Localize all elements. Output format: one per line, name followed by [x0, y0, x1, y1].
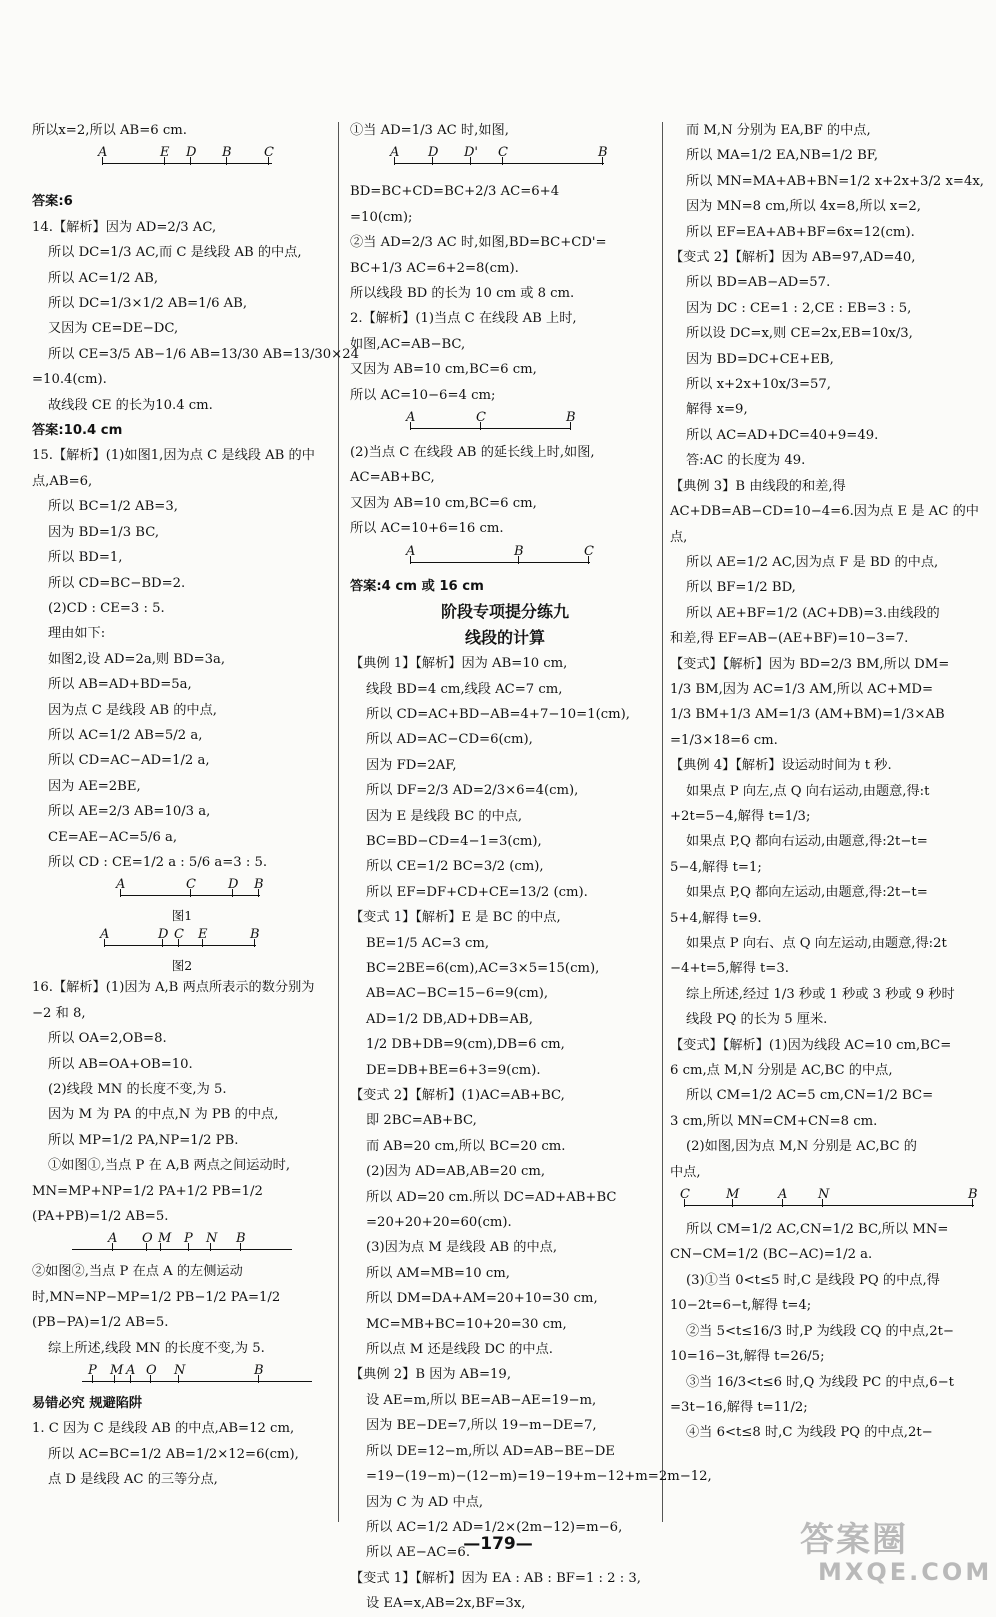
- text-line: ②当 5<t≤16/3 时,P 为线段 CQ 的中点,2t−: [686, 1323, 954, 1339]
- text-line: 所以点 M 还是线段 DC 的中点.: [366, 1342, 554, 1358]
- text-line: 综上所述,线段 MN 的长度不变,为 5.: [48, 1340, 265, 1356]
- text-line: 因为 BD=DC+CE+EB,: [686, 351, 834, 367]
- text-line: BC=BD−CD=4−1=3(cm),: [366, 833, 542, 849]
- text-line: 【变式 2】【解析】(1)AC=AB+BC,: [350, 1088, 565, 1103]
- text-line: AC=AB+BC,: [350, 470, 435, 486]
- text-line: BE=1/5 AC=3 cm,: [366, 935, 490, 951]
- point-label: M: [110, 1363, 124, 1379]
- point-label: A: [126, 1363, 136, 1379]
- text-line: 【典例 2】B 因为 AB=19,: [350, 1367, 512, 1383]
- text-line: 所以 CM=1/2 AC,CN=1/2 BC,所以 MN=: [686, 1222, 949, 1238]
- text-line: 所以 DM=DA+AM=20+10=30 cm,: [366, 1291, 598, 1307]
- text-line: =20+20+20=60(cm).: [366, 1215, 512, 1231]
- text-line: 点 D 是线段 AC 的三等分点,: [48, 1472, 218, 1488]
- text-line: 因为 BE−DE=7,所以 19−m−DE=7,: [366, 1418, 597, 1434]
- point-label: C: [264, 145, 274, 161]
- text-line: 所以 AB=AD+BD=5a,: [48, 677, 192, 693]
- text-line: 1/3 BM,因为 AC=1/3 AM,所以 AC+MD=: [670, 681, 934, 697]
- text-line: 【变式】【解析】因为 BD=2/3 BM,所以 DM=: [670, 656, 950, 672]
- point-label: A: [406, 543, 416, 559]
- section-title: 阶段专项提分练九: [440, 602, 569, 622]
- figure-1: [32, 875, 332, 907]
- text-line: 设 AE=m,所以 BE=AB−AE=19−m,: [366, 1392, 597, 1408]
- text-line: (2)如图,因为点 M,N 分别是 AC,BC 的: [686, 1139, 917, 1155]
- text-line: 因为 FD=2AF,: [366, 757, 457, 773]
- point-label: E: [160, 145, 170, 161]
- text-line: AB=AC−BC=15−6=9(cm),: [366, 986, 549, 1002]
- figure-e: [350, 408, 660, 440]
- text-line: 综上所述,经过 1/3 秒或 1 秒或 3 秒或 9 秒时: [686, 986, 955, 1002]
- text-line: 所以 AC=1/2 AD=1/2×(2m−12)=m−6,: [366, 1519, 623, 1535]
- text-line: BD=BC+CD=BC+2/3 AC=6+4: [350, 184, 560, 200]
- figure-2: [32, 925, 332, 957]
- point-label: B: [514, 543, 524, 559]
- point-label: M: [158, 1231, 172, 1247]
- text-line: 如果点 P 向左,点 Q 向右运动,由题意,得:t: [686, 783, 930, 799]
- point-label: C: [476, 410, 486, 426]
- text-line: 因为 DC : CE=1 : 2,CE : EB=3 : 5,: [686, 300, 912, 316]
- text-line: 所以 DC=1/3 AC,而 C 是线段 AB 的中点,: [48, 245, 302, 261]
- text-line: 【典例 1】【解析】因为 AB=10 cm,: [350, 656, 568, 672]
- text-line: 即 2BC=AB+BC,: [366, 1113, 477, 1129]
- point-label: B: [254, 877, 264, 893]
- text-line: ④当 6<t≤8 时,C 为线段 PQ 的中点,2t−: [686, 1425, 933, 1441]
- point-label: N: [206, 1231, 218, 1247]
- text-line: 而 AB=20 cm,所以 BC=20 cm.: [366, 1138, 566, 1154]
- point-label: A: [98, 145, 108, 161]
- text-line: 如图,AC=AB−BC,: [350, 336, 466, 352]
- text-line: 10−2t=6−t,解得 t=4;: [670, 1298, 812, 1314]
- text-line: 所以 OA=2,OB=8.: [48, 1031, 167, 1047]
- text-line: 故线段 CE 的长为10.4 cm.: [48, 397, 213, 413]
- text-line: 又因为 CE=DE−DC,: [48, 321, 179, 337]
- figure-circle-2: [32, 1361, 332, 1391]
- text-line: 所以 AE=1/2 AC,因为点 F 是 BD 的中点,: [686, 554, 939, 570]
- text-line: 所以x=2,所以 AB=6 cm.: [32, 123, 187, 138]
- point-label: O: [146, 1363, 157, 1379]
- text-line: 因为 E 是线段 BC 的中点,: [366, 808, 523, 824]
- text-line: 如果点 P,Q 都向左运动,由题意,得:2t−t=: [686, 885, 928, 901]
- text-line: (2)线段 MN 的长度不变,为 5.: [48, 1082, 227, 1097]
- point-label: D: [228, 877, 239, 893]
- text-line: ②当 AD=2/3 AC 时,如图,BD=BC+CD'=: [350, 235, 607, 251]
- point-label: B: [566, 410, 576, 426]
- text-line: =19−(19−m)−(12−m)=19−19+m−12+m=2m−12,: [366, 1469, 712, 1485]
- text-line: =10(cm);: [350, 209, 413, 225]
- figure-d: [350, 143, 660, 179]
- text-line: 所以 AE+BF=1/2 (AC+DB)=3.由线段的: [686, 605, 940, 621]
- text-line: 所以 DE=12−m,所以 AD=AB−BE−DE: [366, 1443, 615, 1459]
- text-line: (2)CD : CE=3 : 5.: [48, 600, 165, 616]
- text-line: (3)因为点 M 是线段 AB 的中点,: [366, 1240, 558, 1256]
- text-line: 5+4,解得 t=9.: [670, 910, 762, 926]
- point-label: N: [818, 1187, 830, 1203]
- text-line: 所以线段 BD 的长为 10 cm 或 8 cm.: [350, 286, 575, 302]
- text-line: MC=MB+BC=10+20=30 cm,: [366, 1316, 567, 1332]
- text-line: 所以 CD=AC+BD−AB=4+7−10=1(cm),: [366, 706, 630, 722]
- figure-f: [350, 542, 660, 574]
- point-label: D: [158, 927, 169, 943]
- column-1: [32, 118, 359, 1493]
- text-line: 1/2 DB+DB=9(cm),DB=6 cm,: [366, 1037, 565, 1053]
- point-label: C: [174, 927, 184, 943]
- text-line: ①当 AD=1/3 AC 时,如图,: [350, 123, 509, 138]
- text-line: 所以 CM=1/2 AC=5 cm,CN=1/2 BC=: [686, 1088, 934, 1104]
- text-line: 16.【解析】(1)因为 A,B 两点所表示的数分别为 −2 和 8,: [32, 980, 315, 1021]
- point-label: A: [116, 877, 126, 893]
- text-line: =10.4(cm).: [32, 372, 107, 388]
- text-line: 所以 EF=EA+AB+BF=6x=12(cm).: [686, 224, 915, 240]
- text-line: 5−4,解得 t=1;: [670, 859, 762, 875]
- text-line: 如图2,设 AD=2a,则 BD=3a,: [48, 651, 226, 667]
- text-line: 所以 AC=1/2 AB,: [48, 270, 159, 286]
- point-label: E: [198, 927, 208, 943]
- figure-circle-1: [32, 1229, 332, 1259]
- watermark-logo: 答案圈: [800, 1520, 908, 1560]
- text-line: 所以 DC=1/3×1/2 AB=1/6 AB,: [48, 296, 248, 312]
- text-line: 3 cm,所以 MN=CM+CN=8 cm.: [670, 1113, 878, 1129]
- text-line: +2t=5−4,解得 t=1/3;: [670, 808, 811, 824]
- text-line: 所以 CD=AC−AD=1/2 a,: [48, 753, 210, 769]
- text-line: 因为 BD=1/3 BC,: [48, 524, 160, 540]
- page-number: —179—: [463, 1534, 533, 1554]
- point-label: D: [428, 145, 439, 161]
- text-line: 和差,得 EF=AB−(AE+BF)=10−3=7.: [670, 631, 909, 647]
- point-label: B: [236, 1231, 246, 1247]
- text-line: 因为 C 为 AD 中点,: [366, 1494, 484, 1510]
- point-label: O: [142, 1231, 153, 1247]
- figure-caption: 图1: [171, 908, 193, 924]
- text-line: 所以 AE−AC=6.: [366, 1545, 471, 1561]
- text-line: 因为 MN=8 cm,所以 4x=8,所以 x=2,: [686, 199, 921, 215]
- text-line: 如果点 P 向右、点 Q 向左运动,由题意,得:2t: [686, 936, 947, 951]
- answer-line: 答案:6: [32, 194, 73, 210]
- text-line: BC+1/3 AC=6+2=8(cm).: [350, 260, 519, 276]
- point-label: C: [498, 145, 508, 161]
- text-line: 所以 EF=DF+CD+CE=13/2 (cm).: [366, 884, 588, 900]
- point-label: A: [778, 1187, 788, 1203]
- point-label: N: [174, 1363, 186, 1379]
- text-line: 所以 CE=1/2 BC=3/2 (cm),: [366, 859, 544, 875]
- text-line: 所以 CD=BC−BD=2.: [48, 575, 186, 591]
- text-line: 2.【解析】(1)当点 C 在线段 AB 上时,: [350, 311, 577, 327]
- point-label: A: [390, 145, 400, 161]
- text-line: 所以 BC=1/2 AB=3,: [48, 499, 178, 515]
- text-line: 又因为 AB=10 cm,BC=6 cm,: [350, 362, 537, 378]
- watermark-url: MXQE.COM: [818, 1558, 993, 1586]
- point-label: M: [726, 1187, 740, 1203]
- text-line: 所以 AC=BC=1/2 AB=1/2×12=6(cm),: [48, 1446, 299, 1462]
- text-line: 解得 x=9,: [686, 402, 748, 418]
- text-line: 理由如下:: [48, 626, 106, 642]
- text-line: ③当 16/3<t≤6 时,Q 为线段 PC 的中点,6−t: [686, 1374, 954, 1390]
- text-line: 1. C 因为 C 是线段 AB 的中点,AB=12 cm,: [32, 1421, 295, 1437]
- text-line: 1/3 BM+1/3 AM=1/3 (AM+BM)=1/3×AB: [670, 707, 945, 723]
- point-label: D': [464, 145, 478, 161]
- text-line: 因为 M 为 PA 的中点,N 为 PB 的中点,: [48, 1107, 279, 1123]
- text-line: (3)①当 0<t≤5 时,C 是线段 PQ 的中点,得: [686, 1272, 940, 1288]
- text-line: (2)因为 AD=AB,AB=20 cm,: [366, 1164, 546, 1180]
- text-line: 所以 AD=20 cm.所以 DC=AD+AB+BC: [366, 1189, 617, 1205]
- text-line: 线段 PQ 的长为 5 厘米.: [686, 1012, 828, 1028]
- text-line: CN−CM=1/2 (BC−AC)=1/2 a.: [670, 1247, 873, 1263]
- figure-caption: 图2: [171, 958, 193, 974]
- text-line: ②如图②,当点 P 在点 A 的左侧运动时,MN=NP−MP=1/2 PB−1/2 PA=1/2 (PB−PA)=1/2 AB=5.: [32, 1264, 281, 1331]
- text-line: 而 M,N 分别为 EA,BF 的中点,: [686, 123, 871, 138]
- answer-line: 答案:4 cm 或 16 cm: [350, 578, 484, 594]
- text-line: 线段 BD=4 cm,线段 AC=7 cm,: [366, 681, 563, 697]
- text-line: 所以 AE=2/3 AB=10/3 a,: [48, 804, 211, 820]
- text-line: 因为点 C 是线段 AB 的中点,: [48, 702, 217, 718]
- text-line: 所以 AD=AC−CD=6(cm),: [366, 732, 533, 748]
- point-label: B: [968, 1187, 978, 1203]
- column-divider: [338, 122, 339, 1522]
- text-line: =1/3×18=6 cm.: [670, 732, 778, 748]
- text-line: 所以 AC=AD+DC=40+9=49.: [686, 427, 879, 443]
- text-line: 【变式 2】【解析】因为 AB=97,AD=40,: [670, 250, 916, 266]
- text-line: 所以 AB=OA+OB=10.: [48, 1056, 193, 1072]
- text-line: MN=MP+NP=1/2 PA+1/2 PB=1/2 (PA+PB)=1/2 AB=5.: [32, 1183, 263, 1225]
- column-divider: [662, 122, 663, 1522]
- text-line: 所以 BD=1,: [48, 550, 123, 566]
- text-line: 又因为 AB=10 cm,BC=6 cm,: [350, 495, 537, 511]
- column-3: [670, 118, 990, 1446]
- text-line: 所以 MA=1/2 EA,NB=1/2 BF,: [686, 148, 879, 164]
- text-line: 所以 MN=MA+AB+BN=1/2 x+2x+3/2 x=4x,: [686, 173, 984, 189]
- answer-line: 答案:10.4 cm: [32, 423, 123, 439]
- text-line: 所以设 DC=x,则 CE=2x,EB=10x/3,: [686, 326, 913, 342]
- point-label: C: [584, 543, 594, 559]
- text-line: 所以 MP=1/2 PA,NP=1/2 PB.: [48, 1132, 239, 1148]
- text-line: 【典例 3】B 由线段的和差,得 AC+DB=AB−CD=10−4=6.因为点 E 是 AC 的中点,: [670, 478, 979, 545]
- text-line: DE=DB+BE=6+3=9(cm).: [366, 1062, 541, 1078]
- text-line: 因为 AE=2BE,: [48, 778, 141, 794]
- text-line: 所以 AC=10+6=16 cm.: [350, 521, 504, 537]
- point-label: B: [598, 145, 608, 161]
- text-line: 【变式】【解析】(1)因为线段 AC=10 cm,BC=: [670, 1037, 952, 1053]
- point-label: P: [184, 1231, 193, 1247]
- text-line: 设 EA=x,AB=2x,BF=3x,: [366, 1596, 526, 1612]
- text-line: 10=16−3t,解得 t=26/5;: [670, 1349, 825, 1365]
- point-label: D: [186, 145, 197, 161]
- text-line: 所以 BF=1/2 BD,: [686, 580, 796, 596]
- text-line: 所以 AC=1/2 AB=5/2 a,: [48, 727, 203, 743]
- point-label: A: [108, 1231, 118, 1247]
- text-line: 14.【解析】因为 AD=2/3 AC,: [32, 219, 217, 235]
- text-line: CE=AE−AC=5/6 a,: [48, 829, 178, 845]
- text-line: 所以 x+2x+10x/3=57,: [686, 377, 832, 393]
- text-line: 【变式 1】【解析】因为 EA : AB : BF=1 : 2 : 3,: [350, 1570, 641, 1586]
- point-label: B: [250, 927, 260, 943]
- text-line: 所以 AC=10−6=4 cm;: [350, 387, 496, 403]
- text-line: ①如图①,当点 P 在 A,B 两点之间运动时,: [48, 1158, 291, 1174]
- point-label: C: [680, 1187, 690, 1203]
- point-label: P: [88, 1363, 97, 1379]
- text-line: 【变式 1】【解析】E 是 BC 的中点,: [350, 910, 561, 926]
- text-line: =3t−16,解得 t=11/2;: [670, 1399, 808, 1415]
- point-label: A: [100, 927, 110, 943]
- text-line: 答:AC 的长度为 49.: [686, 453, 806, 469]
- text-line: (2)当点 C 在线段 AB 的延长线上时,如图,: [350, 445, 595, 461]
- line-figure: [32, 143, 332, 189]
- text-line: AD=1/2 DB,AD+DB=AB,: [366, 1011, 533, 1027]
- section-subtitle: 线段的计算: [464, 628, 545, 648]
- section-label: 易错必究 规避陷阱: [32, 1396, 143, 1412]
- text-line: 所以 CD : CE=1/2 a : 5/6 a=3 : 5.: [48, 854, 268, 870]
- point-label: A: [406, 410, 416, 426]
- text-line: 所以 BD=AB−AD=57.: [686, 275, 831, 291]
- text-line: 中点,: [670, 1164, 701, 1180]
- text-line: 如果点 P,Q 都向右运动,由题意,得:2t−t=: [686, 834, 928, 850]
- text-line: 所以 CE=3/5 AB−1/6 AB=13/30 AB=13/30×24: [48, 346, 359, 362]
- text-line: 6 cm,点 M,N 分别是 AC,BC 的中点,: [670, 1063, 893, 1079]
- text-line: 【典例 4】【解析】设运动时间为 t 秒.: [670, 758, 892, 774]
- point-label: C: [186, 877, 196, 893]
- text-line: 所以 AM=MB=10 cm,: [366, 1265, 510, 1281]
- text-line: BC=2BE=6(cm),AC=3×5=15(cm),: [366, 960, 600, 976]
- figure-g: [670, 1185, 990, 1217]
- column-2: [350, 118, 712, 1617]
- point-label: B: [254, 1363, 264, 1379]
- text-line: 所以 DF=2/3 AD=2/3×6=4(cm),: [366, 783, 579, 799]
- point-label: B: [222, 145, 232, 161]
- text-line: 15.【解析】(1)如图1,因为点 C 是线段 AB 的中点,AB=6,: [32, 448, 315, 489]
- text-line: −4+t=5,解得 t=3.: [670, 961, 789, 977]
